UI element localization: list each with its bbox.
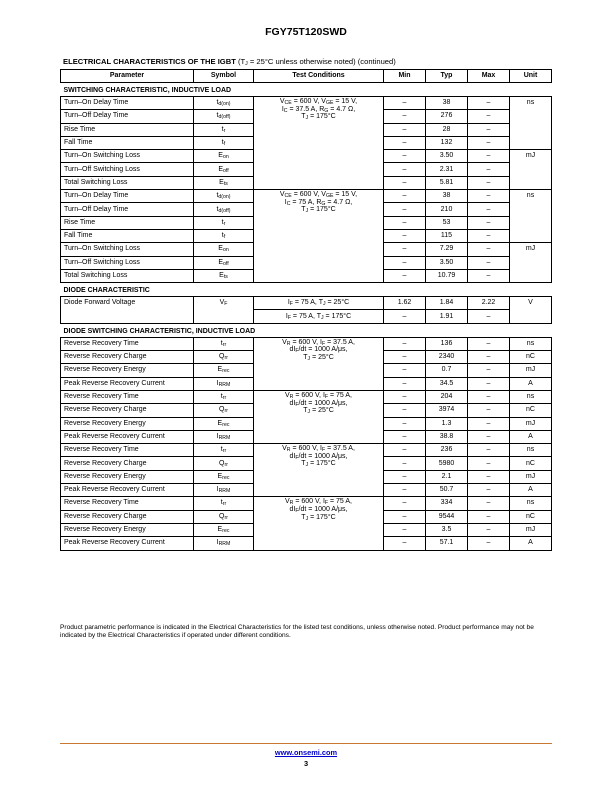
typ-cell: 276 [426,110,468,123]
max-cell: – [468,203,510,216]
max-cell: – [468,444,510,457]
test-conditions-cell: $I_F = 75$ A, $T_J = 175^\circ C$ [254,310,384,323]
typ-cell: 28 [426,123,468,136]
parameter-cell: Reverse Recovery Time [61,444,194,457]
min-cell: – [384,457,426,470]
table-header-row [61,70,552,83]
min-cell: – [384,269,426,282]
symbol-cell: $Q_{rr}$ [194,351,254,364]
max-cell: – [468,523,510,536]
typ-cell: 210 [426,203,468,216]
symbol-cell: $Q_{rr}$ [194,457,254,470]
symbol-cell: $E_{off}$ [194,256,254,269]
symbol-cell: $V_F$ [194,297,254,324]
max-cell: – [468,163,510,176]
unit-cell: mJ [510,470,552,483]
typ-cell: 115 [426,229,468,242]
max-cell: – [468,484,510,497]
parameter-cell: Reverse Recovery Time [61,497,194,510]
parameter-cell: Reverse Recovery Charge [61,457,194,470]
parameter-cell: Turn–Off Switching Loss [61,163,194,176]
symbol-cell: $I_{RRM}$ [194,430,254,443]
parameter-cell: Turn–On Switching Loss [61,243,194,256]
symbol-cell: $E_{rec}$ [194,523,254,536]
max-cell: – [468,404,510,417]
symbol-cell: $Q_{rr}$ [194,404,254,417]
unit-cell: A [510,377,552,390]
test-conditions-cell: $V_R = 600$ V, $I_F = 75$ A, $dI_F/dt = 1000$ A/μs, $T_J = 175^\circ C$ [254,497,384,550]
typ-cell: 50.7 [426,484,468,497]
unit-cell: nC [510,510,552,523]
max-cell: – [468,337,510,350]
max-cell: – [468,97,510,110]
typ-cell: 2340 [426,351,468,364]
parameter-cell: Peak Reverse Recovery Current [61,377,194,390]
table-row [61,97,552,110]
typ-cell: 2.1 [426,470,468,483]
parameter-cell: Turn–Off Switching Loss [61,256,194,269]
section-title-condition: ($T_J = 25^\circ C$ unless otherwise noted) (continued) [237,57,396,67]
table-row [61,497,552,510]
min-cell: – [384,229,426,242]
min-cell: – [384,390,426,403]
min-cell: – [384,484,426,497]
typ-cell: 53 [426,216,468,229]
col-header-symbol: Symbol [194,70,254,83]
parameter-cell: Peak Reverse Recovery Current [61,430,194,443]
section-heading-row [61,283,552,297]
typ-cell: 1.84 [426,297,468,310]
parameter-cell: Peak Reverse Recovery Current [61,537,194,550]
unit-cell: ns [510,337,552,350]
max-cell: – [468,190,510,203]
section-heading: DIODE CHARACTERISTIC [61,283,552,297]
typ-cell: 3974 [426,404,468,417]
max-cell: – [468,470,510,483]
min-cell: 1.62 [384,297,426,310]
parameter-cell: Rise Time [61,216,194,229]
section-heading: DIODE SWITCHING CHARACTERISTIC, INDUCTIVE LOAD [61,323,552,337]
col-header-typ: Typ [426,70,468,83]
min-cell: – [384,310,426,323]
max-cell: 2.22 [468,297,510,310]
max-cell: – [468,364,510,377]
parameter-cell: Reverse Recovery Charge [61,404,194,417]
typ-cell: 132 [426,136,468,149]
min-cell: – [384,110,426,123]
symbol-cell: $t_{rr}$ [194,444,254,457]
min-cell: – [384,337,426,350]
test-conditions-cell: $V_R = 600$ V, $I_F = 37.5$ A, $dI_F/dt = 1000$ A/μs, $T_J = 175^\circ C$ [254,444,384,497]
test-conditions-cell: $V_R = 600$ V, $I_F = 75$ A, $dI_F/dt = 1000$ A/μs, $T_J = 25^\circ C$ [254,390,384,443]
test-conditions-cell: $V_{CE} = 600$ V, $V_{GE} = 15$ V, $I_C = 75$ A, $R_G = 4.7$ Ω, $T_J = 175^\circ C$ [254,190,384,283]
symbol-cell: $t_r$ [194,216,254,229]
min-cell: – [384,256,426,269]
symbol-cell: $I_{RRM}$ [194,537,254,550]
unit-cell: nC [510,457,552,470]
col-header-unit: Unit [510,70,552,83]
parameter-cell: Reverse Recovery Time [61,390,194,403]
symbol-cell: $t_{rr}$ [194,497,254,510]
symbol-cell: $t_{d(on)}$ [194,97,254,110]
typ-cell: 7.29 [426,243,468,256]
min-cell: – [384,351,426,364]
parameter-cell: Turn–Off Delay Time [61,110,194,123]
unit-cell: A [510,537,552,550]
parameter-cell: Fall Time [61,136,194,149]
typ-cell: 38 [426,190,468,203]
min-cell: – [384,163,426,176]
symbol-cell: $t_{d(on)}$ [194,190,254,203]
unit-cell: mJ [510,150,552,190]
min-cell: – [384,377,426,390]
page-number: 3 [303,759,309,768]
max-cell: – [468,310,510,323]
symbol-cell: $E_{on}$ [194,150,254,163]
section-heading-row [61,83,552,97]
typ-cell: 3.50 [426,256,468,269]
max-cell: – [468,229,510,242]
max-cell: – [468,417,510,430]
unit-cell: V [510,297,552,324]
symbol-cell: $t_f$ [194,229,254,242]
symbol-cell: $t_{rr}$ [194,390,254,403]
typ-cell: 3.50 [426,150,468,163]
test-conditions-cell: $V_{CE} = 600$ V, $V_{GE} = 15$ V, $I_C = 37.5$ A, $R_G = 4.7$ Ω, $T_J = 175^\circ C$ [254,97,384,190]
unit-cell: A [510,430,552,443]
typ-cell: 136 [426,337,468,350]
max-cell: – [468,390,510,403]
typ-cell: 2.31 [426,163,468,176]
test-conditions-cell: $V_R = 600$ V, $I_F = 37.5$ A, $dI_F/dt = 1000$ A/μs, $T_J = 25^\circ C$ [254,337,384,390]
max-cell: – [468,123,510,136]
footnote: Product parametric performance is indicated in the Electrical Characteristics for the listed test conditions, unless otherwise noted. Product performance may not be indicated by the Electrical Characteristics if operated under different conditions. [60,624,534,640]
parameter-cell: Diode Forward Voltage [61,297,194,324]
typ-cell: 9544 [426,510,468,523]
symbol-cell: $t_f$ [194,136,254,149]
max-cell: – [468,256,510,269]
min-cell: – [384,364,426,377]
parameter-cell: Rise Time [61,123,194,136]
parameter-cell: Total Switching Loss [61,176,194,189]
section-title-main: ELECTRICAL CHARACTERISTICS OF THE IGBT [63,57,236,66]
min-cell: – [384,510,426,523]
symbol-cell: $I_{RRM}$ [194,484,254,497]
max-cell: – [468,216,510,229]
parameter-cell: Turn–Off Delay Time [61,203,194,216]
min-cell: – [384,243,426,256]
col-header-min: Min [384,70,426,83]
max-cell: – [468,351,510,364]
table-row [61,390,552,403]
min-cell: – [384,523,426,536]
parameter-cell: Reverse Recovery Charge [61,510,194,523]
symbol-cell: $E_{rec}$ [194,417,254,430]
parameter-cell: Reverse Recovery Energy [61,523,194,536]
min-cell: – [384,537,426,550]
unit-cell: nC [510,351,552,364]
parameter-cell: Turn–On Switching Loss [61,150,194,163]
typ-cell: 204 [426,390,468,403]
symbol-cell: $E_{ts}$ [194,269,254,282]
footer-rule [60,743,552,744]
min-cell: – [384,404,426,417]
col-header-parameter: Parameter [61,70,194,83]
parameter-cell: Turn–On Delay Time [61,97,194,110]
typ-cell: 5.81 [426,176,468,189]
typ-cell: 57.1 [426,537,468,550]
min-cell: – [384,190,426,203]
table-row [61,297,552,310]
parameter-cell: Reverse Recovery Energy [61,364,194,377]
typ-cell: 0.7 [426,364,468,377]
max-cell: – [468,457,510,470]
table-row [61,337,552,350]
parameter-cell: Reverse Recovery Energy [61,470,194,483]
typ-cell: 334 [426,497,468,510]
max-cell: – [468,243,510,256]
section-heading: SWITCHING CHARACTERISTIC, INDUCTIVE LOAD [61,83,552,97]
min-cell: – [384,470,426,483]
symbol-cell: $E_{ts}$ [194,176,254,189]
max-cell: – [468,537,510,550]
section-title [63,57,396,66]
document-header: FGY75T120SWD [265,26,347,38]
min-cell: – [384,417,426,430]
typ-cell: 1.91 [426,310,468,323]
unit-cell: ns [510,97,552,150]
unit-cell: ns [510,190,552,243]
col-header-test-conditions: Test Conditions [254,70,384,83]
max-cell: – [468,430,510,443]
symbol-cell: $E_{rec}$ [194,364,254,377]
typ-cell: 5980 [426,457,468,470]
symbol-cell: $E_{rec}$ [194,470,254,483]
table-row [61,444,552,457]
symbol-cell: $E_{on}$ [194,243,254,256]
max-cell: – [468,510,510,523]
unit-cell: ns [510,444,552,457]
unit-cell: mJ [510,417,552,430]
unit-cell: mJ [510,364,552,377]
min-cell: – [384,97,426,110]
min-cell: – [384,444,426,457]
unit-cell: nC [510,404,552,417]
parameter-cell: Reverse Recovery Charge [61,351,194,364]
symbol-cell: $t_{d(off)}$ [194,203,254,216]
max-cell: – [468,150,510,163]
min-cell: – [384,150,426,163]
characteristics-table [60,69,552,551]
typ-cell: 10.79 [426,269,468,282]
symbol-cell: $t_{rr}$ [194,337,254,350]
unit-cell: mJ [510,523,552,536]
min-cell: – [384,497,426,510]
min-cell: – [384,123,426,136]
table-row [61,190,552,203]
parameter-cell: Fall Time [61,229,194,242]
parameter-cell: Total Switching Loss [61,269,194,282]
col-header-max: Max [468,70,510,83]
symbol-cell: $t_{d(off)}$ [194,110,254,123]
parameter-cell: Reverse Recovery Energy [61,417,194,430]
unit-cell: mJ [510,243,552,283]
typ-cell: 38 [426,97,468,110]
parameter-cell: Reverse Recovery Time [61,337,194,350]
min-cell: – [384,176,426,189]
max-cell: – [468,176,510,189]
typ-cell: 1.3 [426,417,468,430]
unit-cell: ns [510,390,552,403]
min-cell: – [384,203,426,216]
parameter-cell: Turn–On Delay Time [61,190,194,203]
typ-cell: 38.8 [426,430,468,443]
unit-cell: A [510,484,552,497]
min-cell: – [384,216,426,229]
typ-cell: 34.5 [426,377,468,390]
typ-cell: 236 [426,444,468,457]
min-cell: – [384,136,426,149]
max-cell: – [468,136,510,149]
max-cell: – [468,377,510,390]
section-heading-row [61,323,552,337]
typ-cell: 3.5 [426,523,468,536]
min-cell: – [384,430,426,443]
test-conditions-cell: $I_F = 75$ A, $T_J = 25^\circ C$ [254,297,384,310]
parameter-cell: Peak Reverse Recovery Current [61,484,194,497]
max-cell: – [468,497,510,510]
symbol-cell: $t_r$ [194,123,254,136]
symbol-cell: $E_{off}$ [194,163,254,176]
max-cell: – [468,110,510,123]
unit-cell: ns [510,497,552,510]
footer-website-link[interactable]: www.onsemi.com [274,748,338,757]
symbol-cell: $I_{RRM}$ [194,377,254,390]
max-cell: – [468,269,510,282]
symbol-cell: $Q_{rr}$ [194,510,254,523]
